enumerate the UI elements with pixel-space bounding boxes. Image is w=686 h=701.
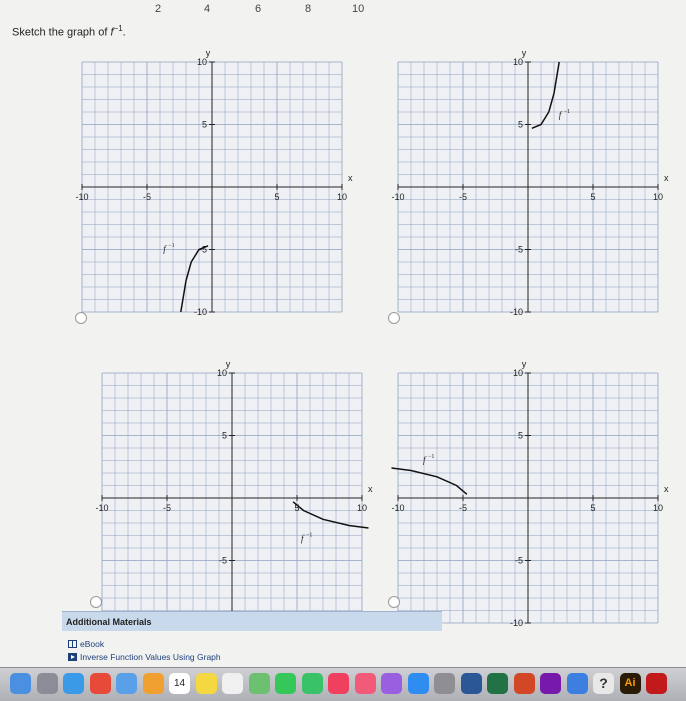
- top-tick-label: 10: [352, 3, 365, 15]
- y-tick-label: 5: [201, 119, 207, 130]
- question-suffix: .: [122, 26, 126, 39]
- safari-dock-icon[interactable]: [63, 673, 84, 694]
- question-prompt: [12, 24, 126, 39]
- chrome-dock-icon[interactable]: [90, 673, 111, 694]
- top-tick-label: 8: [305, 3, 312, 15]
- radio-option-d[interactable]: [388, 596, 400, 608]
- onenote-dock-icon[interactable]: [540, 673, 561, 694]
- curve-label: f: [163, 244, 166, 254]
- y-tick-label: 5: [221, 430, 227, 441]
- y-axis-label: y: [205, 48, 211, 58]
- graph-option-b: [378, 42, 678, 332]
- y-tick-label: -5: [198, 244, 207, 255]
- x-axis-label: x: [348, 173, 353, 183]
- facetime-dock-icon[interactable]: [302, 673, 323, 694]
- maps-dock-icon[interactable]: [249, 673, 270, 694]
- y-tick-label: -10: [509, 307, 523, 317]
- curve-label: f: [301, 533, 304, 544]
- podcasts-dock-icon[interactable]: [381, 673, 402, 694]
- graph-c-svg: [82, 353, 382, 643]
- y-tick-label: 10: [216, 368, 227, 378]
- radio-option-a[interactable]: [75, 312, 87, 324]
- acrobat-dock-icon[interactable]: [646, 673, 667, 694]
- graph-option-c: [82, 353, 382, 643]
- graph-option-a: [62, 42, 362, 332]
- x-tick-label: -5: [458, 192, 468, 202]
- video-label: Inverse Function Values Using Graph: [80, 652, 221, 662]
- music-dock-icon[interactable]: [355, 673, 376, 694]
- appstore-dock-icon[interactable]: [408, 673, 429, 694]
- y-tick-label: -10: [193, 307, 207, 317]
- x-tick-label: -5: [458, 503, 468, 513]
- x-tick-label: -10: [95, 503, 109, 513]
- y-tick-label: -5: [218, 555, 227, 566]
- y-axis-label: y: [521, 359, 527, 369]
- y-tick-label: 10: [512, 368, 523, 378]
- ebook-label: eBook: [80, 639, 105, 649]
- x-axis-label: x: [368, 484, 373, 494]
- x-tick-label: 10: [336, 192, 348, 202]
- top-tick-label: 2: [155, 3, 162, 15]
- x-tick-label: 5: [590, 192, 596, 202]
- previous-graph-x-ticks: [0, 0, 686, 22]
- question-func: f: [110, 26, 114, 39]
- graph-d-svg: [378, 353, 678, 643]
- curve-label: f: [558, 110, 562, 120]
- reminders-dock-icon[interactable]: [222, 673, 243, 694]
- top-tick-label: 4: [204, 3, 211, 15]
- video-link[interactable]: [68, 652, 221, 662]
- x-tick-label: -5: [162, 503, 172, 513]
- y-tick-label: -5: [514, 244, 523, 255]
- y-axis-label: y: [521, 48, 527, 58]
- graph-a-svg: [62, 42, 362, 332]
- curve-label-exponent: −1: [428, 453, 435, 460]
- x-tick-label: 5: [294, 503, 300, 513]
- graph-b-svg: [378, 42, 678, 332]
- help-dock-icon[interactable]: ?: [593, 673, 614, 694]
- messages-dock-icon[interactable]: [275, 673, 296, 694]
- photos-dock-icon[interactable]: [143, 673, 164, 694]
- ebook-link[interactable]: [68, 639, 104, 649]
- notes-dock-icon[interactable]: [196, 673, 217, 694]
- radio-option-b[interactable]: [388, 312, 400, 324]
- x-tick-label: -10: [75, 192, 89, 202]
- y-axis-label: y: [225, 359, 231, 369]
- radio-option-c[interactable]: [90, 596, 102, 608]
- x-tick-label: -10: [391, 192, 405, 202]
- settings-dock-icon[interactable]: [434, 673, 455, 694]
- illustrator-dock-icon[interactable]: Ai: [620, 673, 641, 694]
- curve-label-exponent: −1: [306, 532, 313, 539]
- excel-dock-icon[interactable]: [487, 673, 508, 694]
- curve-label: f: [423, 454, 426, 465]
- launchpad-dock-icon[interactable]: [37, 673, 58, 694]
- curve-label-exponent: −1: [563, 109, 571, 115]
- additional-materials-header: Additional Materials: [62, 611, 442, 631]
- x-axis-label: x: [664, 173, 669, 183]
- keynote-dock-icon[interactable]: [567, 673, 588, 694]
- curve-label-exponent: −1: [168, 243, 175, 249]
- powerpoint-dock-icon[interactable]: [514, 673, 535, 694]
- mail-dock-icon[interactable]: [116, 673, 137, 694]
- question-prefix: Sketch the graph of: [12, 26, 108, 39]
- y-tick-label: 5: [517, 119, 523, 130]
- y-tick-label: -10: [509, 618, 523, 628]
- video-icon: [68, 653, 77, 661]
- calendar-dock-icon[interactable]: 14: [169, 673, 190, 694]
- word-dock-icon[interactable]: [461, 673, 482, 694]
- x-tick-label: 5: [274, 192, 280, 202]
- graph-option-d: [378, 353, 678, 643]
- top-tick-label: 6: [255, 3, 262, 15]
- x-tick-label: 10: [356, 503, 368, 513]
- news-dock-icon[interactable]: [328, 673, 349, 694]
- x-tick-label: 10: [652, 503, 664, 513]
- book-icon: [68, 640, 77, 648]
- x-tick-label: 10: [652, 192, 664, 202]
- y-tick-label: 5: [517, 430, 523, 441]
- y-tick-label: -5: [514, 555, 523, 566]
- y-tick-label: 10: [196, 57, 207, 67]
- finder-dock-icon[interactable]: [10, 673, 31, 694]
- x-tick-label: -10: [391, 503, 405, 513]
- x-axis-label: x: [664, 484, 669, 494]
- x-tick-label: 5: [590, 503, 596, 513]
- question-exp: −1: [113, 24, 123, 33]
- macos-dock: [0, 667, 686, 701]
- x-tick-label: -5: [142, 192, 152, 202]
- y-tick-label: 10: [512, 57, 523, 67]
